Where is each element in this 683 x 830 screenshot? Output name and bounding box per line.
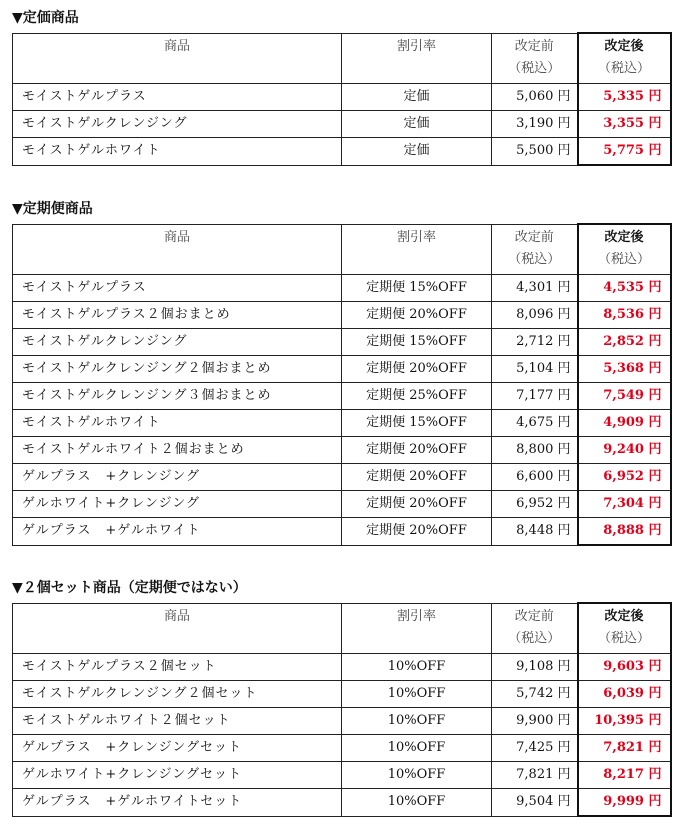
discount-rate: 10%OFF	[342, 681, 492, 708]
price-after: 9,603 円	[578, 654, 671, 681]
discount-rate: 10%OFF	[342, 789, 492, 817]
table-row	[13, 491, 671, 518]
price-after: 5,775 円	[578, 138, 671, 166]
price-table	[12, 602, 672, 817]
table-row	[13, 302, 671, 329]
header-price-after: 改定後 （税込）	[578, 224, 671, 275]
table-row	[13, 654, 671, 681]
table-row	[13, 464, 671, 491]
table-row	[13, 708, 671, 735]
price-after: 8,217 円	[578, 762, 671, 789]
price-before: 9,900 円	[492, 708, 578, 735]
price-after: 7,821 円	[578, 735, 671, 762]
table-row	[13, 111, 671, 138]
product-name: モイストゲルホワイト	[13, 410, 342, 437]
discount-rate: 定期便 20%OFF	[342, 302, 492, 329]
price-after: 3,355 円	[578, 111, 671, 138]
discount-rate: 定価	[342, 84, 492, 111]
price-before: 9,108 円	[492, 654, 578, 681]
discount-rate: 10%OFF	[342, 708, 492, 735]
table-header-row	[13, 33, 671, 84]
product-name: モイストゲルホワイト２個セット	[13, 708, 342, 735]
discount-rate: 10%OFF	[342, 735, 492, 762]
header-discount: 割引率	[342, 33, 492, 84]
product-name: ゲルプラス +ゲルホワイト	[13, 518, 342, 546]
discount-rate: 10%OFF	[342, 654, 492, 681]
price-table	[12, 32, 672, 166]
table-row	[13, 356, 671, 383]
price-before: 7,425 円	[492, 735, 578, 762]
price-before: 8,800 円	[492, 437, 578, 464]
discount-rate: 定期便 20%OFF	[342, 356, 492, 383]
product-name: ゲルプラス +クレンジング	[13, 464, 342, 491]
price-before: 5,060 円	[492, 84, 578, 111]
table-row	[13, 383, 671, 410]
discount-rate: 定期便 15%OFF	[342, 329, 492, 356]
header-discount: 割引率	[342, 224, 492, 275]
product-name: モイストゲルホワイト	[13, 138, 342, 166]
price-table	[12, 223, 672, 546]
product-name: ゲルプラス +ゲルホワイトセット	[13, 789, 342, 817]
product-name: モイストゲルプラス	[13, 275, 342, 302]
product-name: ゲルホワイト+クレンジング	[13, 491, 342, 518]
price-before: 6,952 円	[492, 491, 578, 518]
table-header-row	[13, 224, 671, 275]
product-name: モイストゲルプラス２個セット	[13, 654, 342, 681]
product-name: モイストゲルクレンジング２個おまとめ	[13, 356, 342, 383]
price-after: 4,535 円	[578, 275, 671, 302]
discount-rate: 定期便 25%OFF	[342, 383, 492, 410]
product-name: モイストゲルクレンジング３個おまとめ	[13, 383, 342, 410]
price-after: 6,952 円	[578, 464, 671, 491]
header-price-after: 改定後 （税込）	[578, 33, 671, 84]
table-row	[13, 329, 671, 356]
price-before: 3,190 円	[492, 111, 578, 138]
header-price-before: 改定前 （税込）	[492, 603, 578, 654]
price-before: 4,675 円	[492, 410, 578, 437]
product-name: モイストゲルクレンジング２個セット	[13, 681, 342, 708]
price-after: 9,999 円	[578, 789, 671, 817]
price-after: 7,549 円	[578, 383, 671, 410]
price-before: 5,742 円	[492, 681, 578, 708]
header-price-before: 改定前 （税込）	[492, 224, 578, 275]
price-after: 5,368 円	[578, 356, 671, 383]
price-before: 9,504 円	[492, 789, 578, 817]
price-section-2	[12, 199, 670, 546]
price-section-1	[12, 8, 670, 166]
discount-rate: 定価	[342, 138, 492, 166]
product-name: ゲルホワイト+クレンジングセット	[13, 762, 342, 789]
section-title: ▼２個セット商品（定期便ではない）	[12, 580, 247, 596]
price-after: 5,335 円	[578, 84, 671, 111]
table-row	[13, 84, 671, 111]
price-before: 5,500 円	[492, 138, 578, 166]
header-product: 商品	[13, 33, 342, 84]
table-header-row	[13, 603, 671, 654]
price-after: 6,039 円	[578, 681, 671, 708]
table-row	[13, 681, 671, 708]
price-after: 10,395 円	[578, 708, 671, 735]
table-row	[13, 437, 671, 464]
price-before: 4,301 円	[492, 275, 578, 302]
table-row	[13, 789, 671, 817]
price-before: 6,600 円	[492, 464, 578, 491]
discount-rate: 定期便 20%OFF	[342, 437, 492, 464]
header-product: 商品	[13, 603, 342, 654]
price-before: 8,448 円	[492, 518, 578, 546]
product-name: モイストゲルプラス２個おまとめ	[13, 302, 342, 329]
table-row	[13, 138, 671, 166]
price-after: 2,852 円	[578, 329, 671, 356]
table-row	[13, 762, 671, 789]
price-after: 9,240 円	[578, 437, 671, 464]
price-before: 5,104 円	[492, 356, 578, 383]
header-price-before: 改定前 （税込）	[492, 33, 578, 84]
header-discount: 割引率	[342, 603, 492, 654]
product-name: モイストゲルクレンジング	[13, 111, 342, 138]
price-after: 8,888 円	[578, 518, 671, 546]
discount-rate: 定期便 20%OFF	[342, 464, 492, 491]
discount-rate: 定期便 20%OFF	[342, 491, 492, 518]
discount-rate: 定期便 15%OFF	[342, 275, 492, 302]
table-row	[13, 518, 671, 546]
header-product: 商品	[13, 224, 342, 275]
price-after: 7,304 円	[578, 491, 671, 518]
price-before: 7,821 円	[492, 762, 578, 789]
product-name: ゲルプラス +クレンジングセット	[13, 735, 342, 762]
price-before: 2,712 円	[492, 329, 578, 356]
product-name: モイストゲルホワイト２個おまとめ	[13, 437, 342, 464]
price-after: 8,536 円	[578, 302, 671, 329]
price-before: 8,096 円	[492, 302, 578, 329]
discount-rate: 定期便 20%OFF	[342, 518, 492, 546]
price-section-3	[12, 578, 670, 817]
table-row	[13, 410, 671, 437]
product-name: モイストゲルクレンジング	[13, 329, 342, 356]
section-title: ▼定価商品	[12, 10, 79, 26]
table-row	[13, 735, 671, 762]
discount-rate: 定期便 15%OFF	[342, 410, 492, 437]
discount-rate: 定価	[342, 111, 492, 138]
discount-rate: 10%OFF	[342, 762, 492, 789]
price-after: 4,909 円	[578, 410, 671, 437]
product-name: モイストゲルプラス	[13, 84, 342, 111]
header-price-after: 改定後 （税込）	[578, 603, 671, 654]
table-row	[13, 275, 671, 302]
section-title: ▼定期便商品	[12, 201, 93, 217]
price-before: 7,177 円	[492, 383, 578, 410]
